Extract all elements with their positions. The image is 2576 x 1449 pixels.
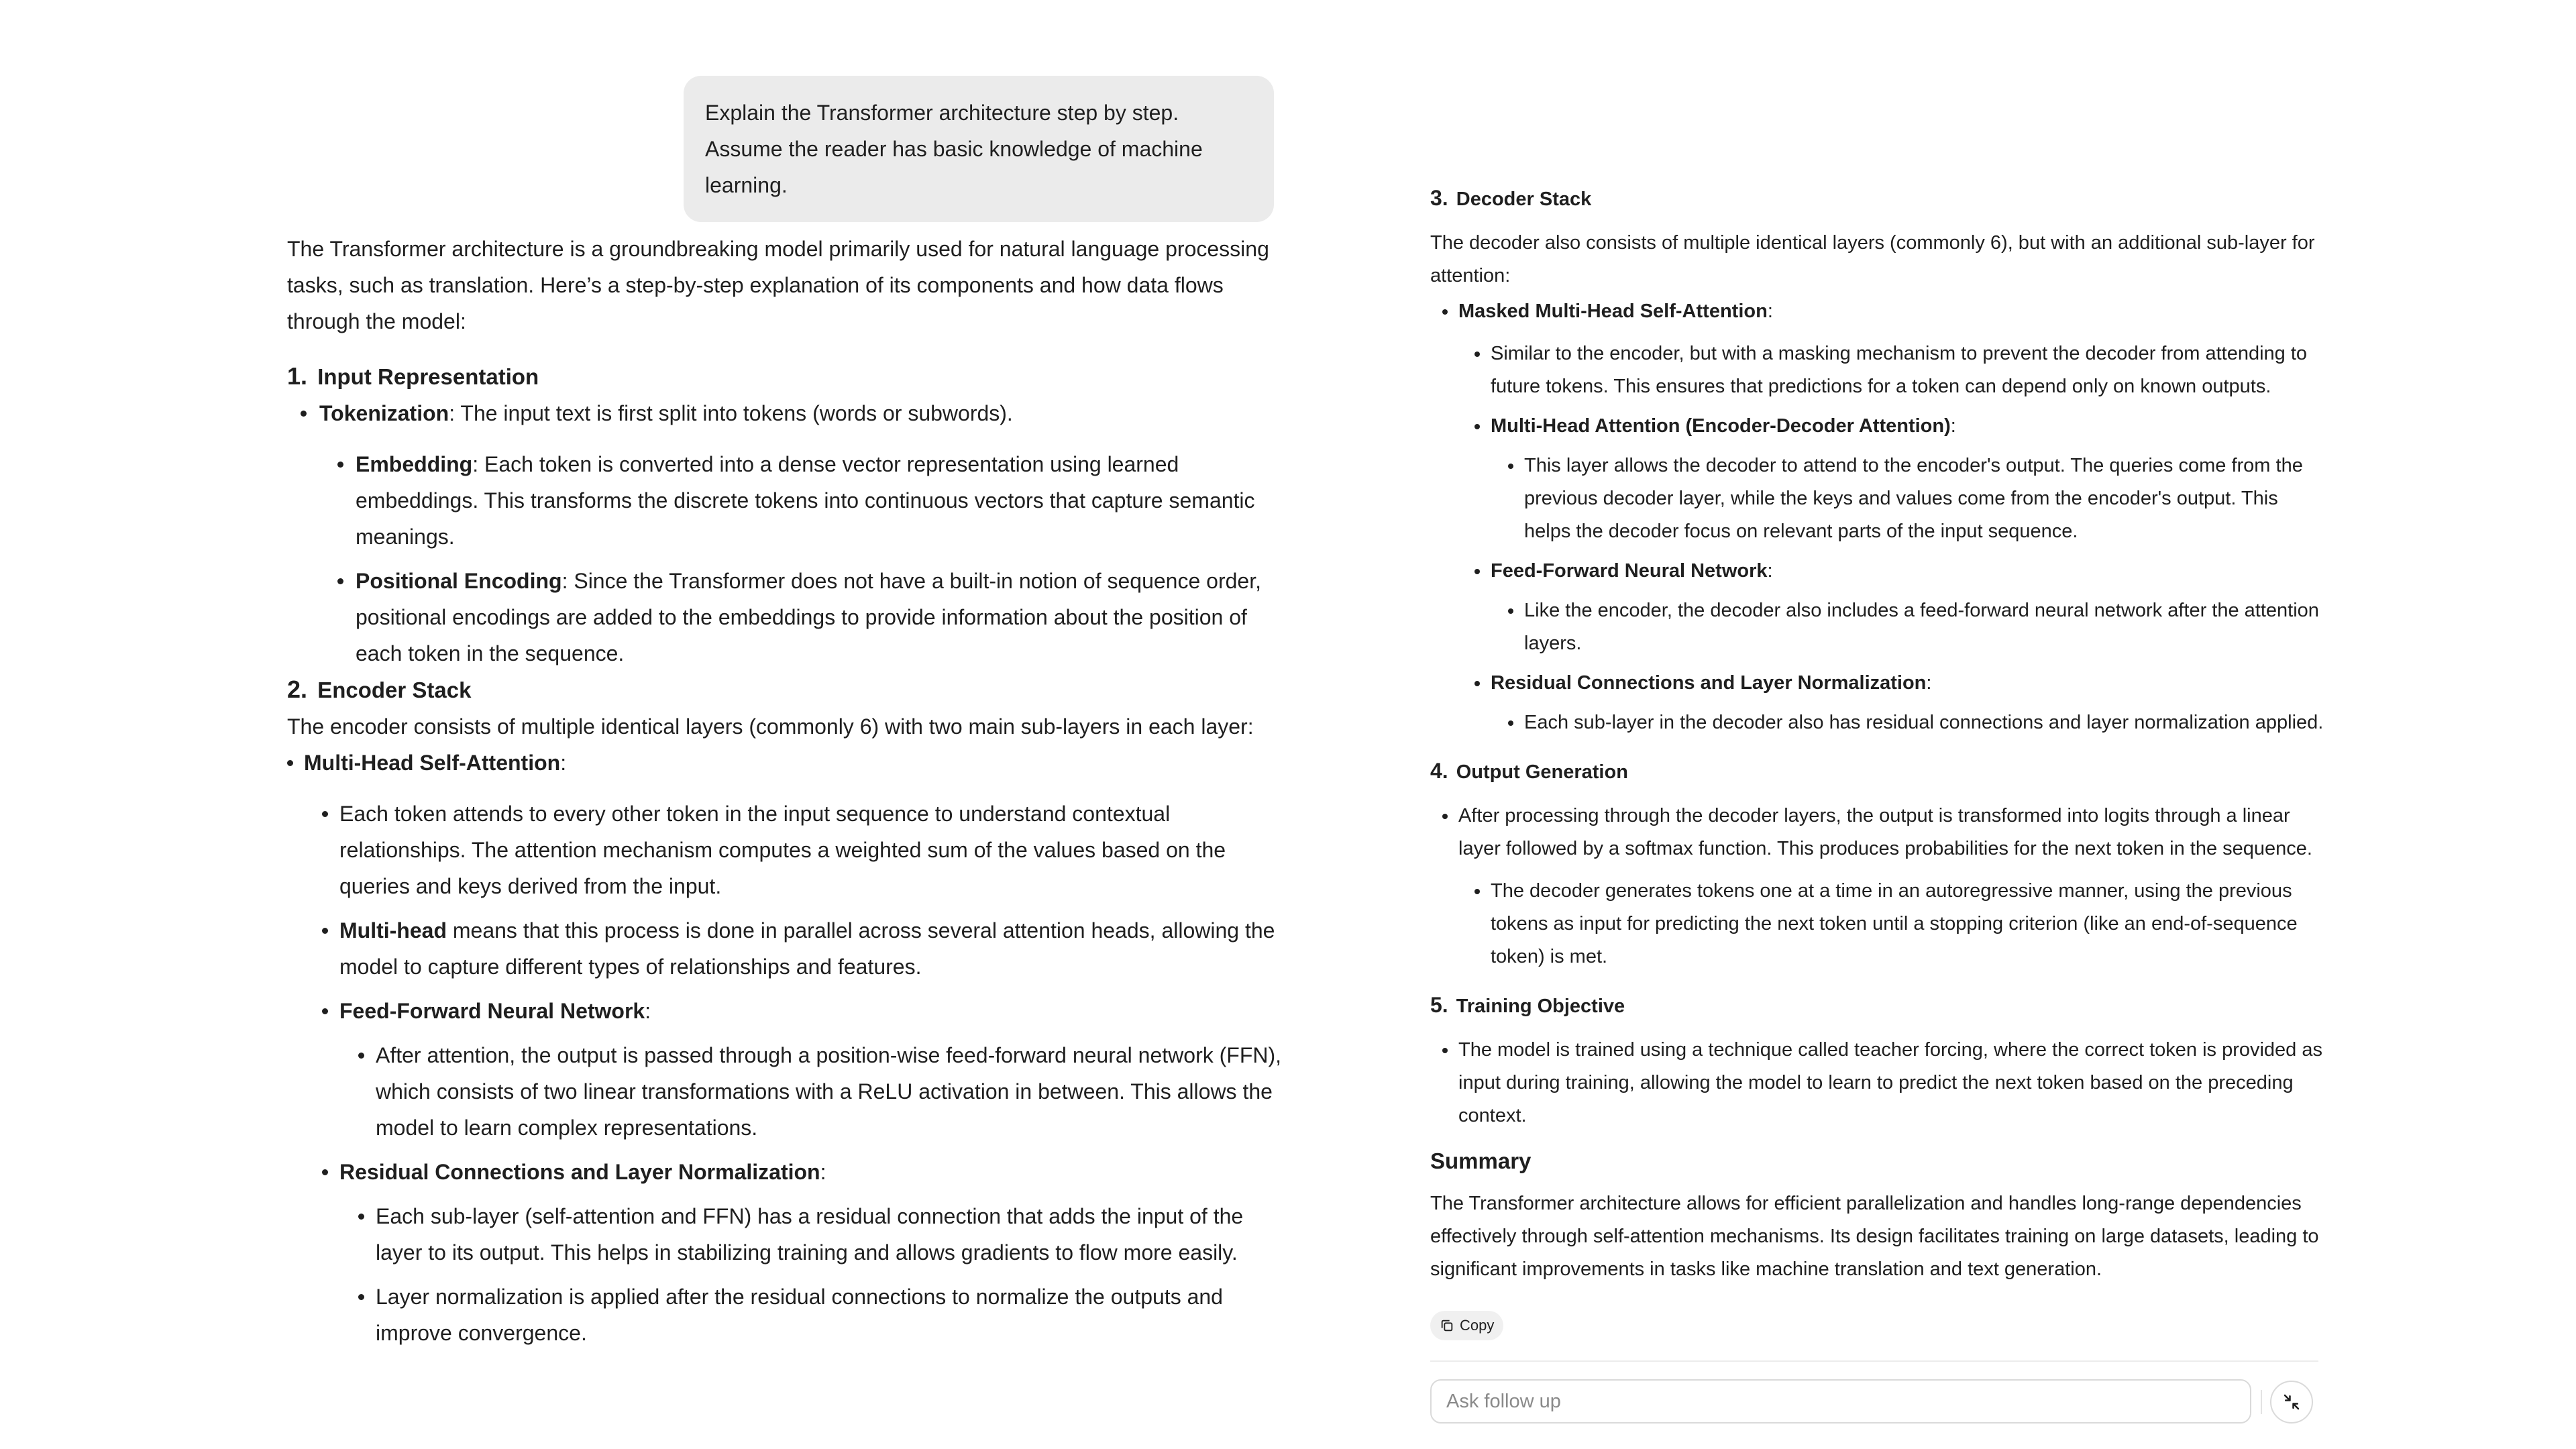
user-message-bubble xyxy=(684,76,1274,222)
collapse-icon xyxy=(2282,1392,2302,1412)
copy-icon xyxy=(1440,1318,1454,1333)
copy-label: Copy xyxy=(1460,1317,1495,1334)
list-item: The decoder generates tokens one at a time in an autoregressive manner, using the previous tokens as input for predicting the next token until a stopping criterion (like an end-of-sequence token) is met. xyxy=(1430,875,2329,973)
copy-button[interactable] xyxy=(1430,1311,1503,1340)
list-item: This layer allows the decoder to attend to the encoder's output. The queries come from the previous decoder layer, while the keys and values come from the encoder's output. This helps the decoder focus on relevant parts of the input sequence. xyxy=(1430,449,2329,548)
list-item: Residual Connections and Layer Normalization: xyxy=(287,1154,1293,1190)
section-heading-encoder-stack: 2. Encoder Stack xyxy=(287,676,472,703)
list-item: Masked Multi-Head Self-Attention: xyxy=(1430,295,2329,328)
section-heading-decoder-stack: 3. Decoder Stack xyxy=(1430,186,1592,210)
answer-intro: The Transformer architecture is a groundbreaking model primarily used for natural language processing tasks, such as translation. Here’s a step-by-step explanation of its components and how data flows through the model: xyxy=(287,237,1269,333)
training-objective-list xyxy=(1430,1034,2329,1132)
ask-follow-up-input[interactable] xyxy=(1430,1379,2251,1424)
input-representation-list xyxy=(287,395,1293,672)
list-item: Multi-head means that this process is done in parallel across several attention heads, allowing the model to capture different types of relationships and features. xyxy=(287,912,1293,985)
collapse-button[interactable] xyxy=(2270,1381,2313,1424)
list-item: Similar to the encoder, but with a masking mechanism to prevent the decoder from attending to future tokens. This ensures that predictions for a token can depend only on known outputs. xyxy=(1430,337,2329,403)
list-item: Each sub-layer (self-attention and FFN) has a residual connection that adds the input of the layer to its output. This helps in stabilizing training and allows gradients to flow more easily. xyxy=(287,1198,1293,1271)
answer-left-column xyxy=(287,231,1293,1351)
answer-right-column xyxy=(1430,180,2329,1286)
decoder-intro: The decoder also consists of multiple identical layers (commonly 6), but with an additional sub-layer for attention: xyxy=(1430,232,2315,286)
list-item: Multi-Head Self-Attention: xyxy=(287,745,1293,781)
input-separator xyxy=(2261,1390,2262,1414)
list-item: Feed-Forward Neural Network: xyxy=(287,993,1293,1029)
section-heading-training-objective: 5. Training Objective xyxy=(1430,993,1625,1017)
list-item: Tokenization: The input text is first split into tokens (words or subwords). xyxy=(287,395,1293,431)
encoder-list xyxy=(287,745,1293,1351)
summary-text: The Transformer architecture allows for efficient parallelization and handles long-range dependencies effectively through self-attention mechanisms. Its design facilitates training on large datasets, leading to significant improvements in tasks like machine translation and text generation. xyxy=(1430,1193,2319,1280)
list-item: After processing through the decoder layers, the output is transformed into logits through a linear layer followed by a softmax function. This produces probabilities for the next token in the sequence. xyxy=(1430,800,2329,865)
output-generation-list xyxy=(1430,800,2329,973)
list-item: Multi-Head Attention (Encoder-Decoder Attention): xyxy=(1430,410,2329,443)
list-item: Residual Connections and Layer Normalization: xyxy=(1430,667,2329,700)
list-item: Positional Encoding: Since the Transformer does not have a built-in notion of sequence order, positional encodings are added to the embeddings to provide information about the position of each token in the sequence. xyxy=(287,563,1293,672)
section-heading-input-representation: 1. Input Representation xyxy=(287,362,539,390)
list-item: Each sub-layer in the decoder also has residual connections and layer normalization applied. xyxy=(1430,706,2329,739)
ask-follow-up-placeholder: Ask follow up xyxy=(1446,1391,1561,1412)
list-item: Feed-Forward Neural Network: xyxy=(1430,555,2329,588)
list-item: The model is trained using a technique called teacher forcing, where the correct token is provided as input during training, allowing the model to learn to predict the next token based on the preceding context. xyxy=(1430,1034,2329,1132)
divider xyxy=(1430,1360,2318,1362)
decoder-list xyxy=(1430,295,2329,739)
list-item: Embedding: Each token is converted into a dense vector representation using learned embeddings. This transforms the discrete tokens into continuous vectors that capture semantic meanings. xyxy=(287,446,1293,555)
summary-heading: Summary xyxy=(1430,1148,1532,1173)
list-item: After attention, the output is passed through a position-wise feed-forward neural network (FFN), which consists of two linear transformations with a ReLU activation in between. This allows the model to learn complex representations. xyxy=(287,1037,1293,1146)
list-item: Each token attends to every other token in the input sequence to understand contextual relationships. The attention mechanism computes a weighted sum of the values based on the queries and keys derived from the input. xyxy=(287,796,1293,904)
encoder-intro: The encoder consists of multiple identical layers (commonly 6) with two main sub-layers in each layer: xyxy=(287,714,1254,739)
list-item: Like the encoder, the decoder also includes a feed-forward neural network after the attention layers. xyxy=(1430,594,2329,660)
list-item: Layer normalization is applied after the residual connections to normalize the outputs and improve convergence. xyxy=(287,1279,1293,1351)
user-message-text: Explain the Transformer architecture step by step. Assume the reader has basic knowledge of machine learning. xyxy=(705,101,1203,197)
section-heading-output-generation: 4. Output Generation xyxy=(1430,759,1628,783)
